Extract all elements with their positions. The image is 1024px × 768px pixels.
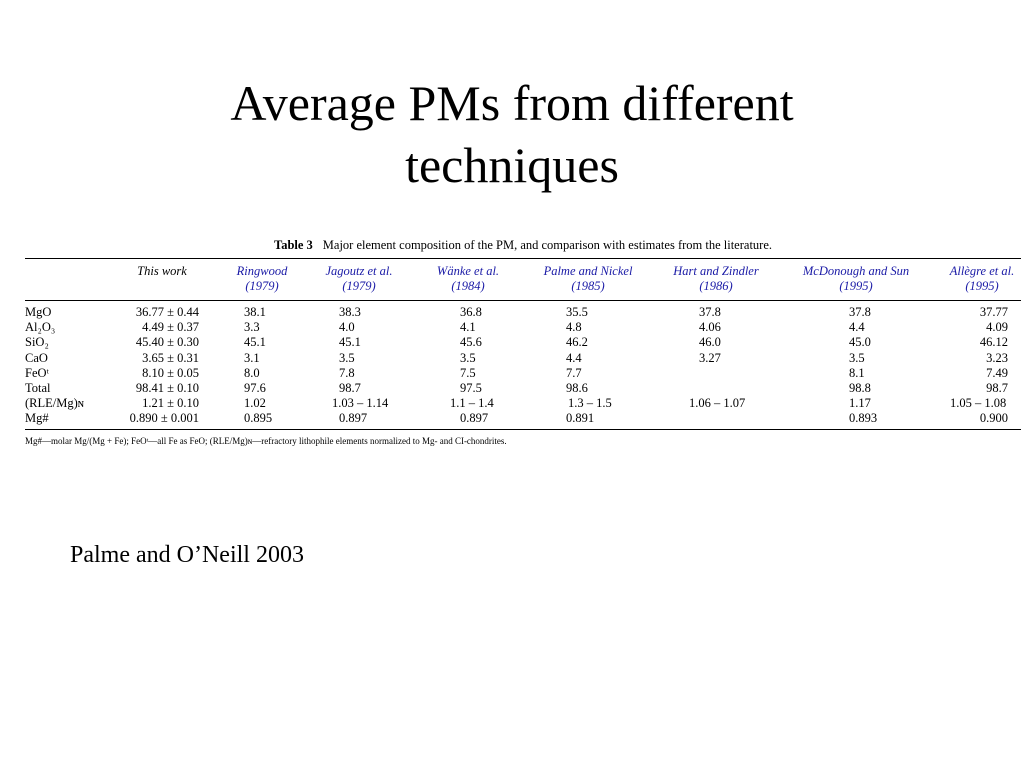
table-cell: 37.8 <box>849 305 871 319</box>
table-cell: 45.40 ± 0.30 <box>135 335 199 350</box>
table-cell: 4.0 <box>339 320 355 335</box>
table-cell: 45.1 <box>244 335 266 350</box>
table-cell: 38.3 <box>339 305 361 319</box>
table-cell: 3.1 <box>244 350 260 365</box>
table-cell: 38.1 <box>244 305 266 319</box>
table-cell: 0.900 <box>979 411 1008 426</box>
table-cell: 98.7 <box>986 380 1008 395</box>
table-cell: 3.27 <box>699 350 721 365</box>
column-header-year: (1995) <box>965 279 999 293</box>
column-header-year: (1985) <box>571 279 605 293</box>
table-cell: 45.1 <box>339 335 361 350</box>
row-label: SiO₂ <box>25 335 49 350</box>
table-row <box>25 351 1021 366</box>
table-cell: 4.4 <box>849 320 865 335</box>
table-cell: 3.5 <box>339 350 355 365</box>
table-cell: 98.8 <box>849 380 871 395</box>
column-header-label: Palme and Nickel <box>543 264 633 278</box>
table-cell: 46.2 <box>566 335 588 350</box>
table-row <box>25 366 1021 381</box>
table-cell: 4.09 <box>986 320 1008 335</box>
table-cell: 1.05 – 1.08 <box>950 396 1007 411</box>
row-label: FeOᵗ <box>25 365 49 380</box>
table-cell: 97.5 <box>460 380 482 395</box>
column-header-year: (1984) <box>451 279 485 293</box>
table-cell: 3.23 <box>986 350 1008 365</box>
source-citation: Palme and O’Neill 2003 <box>70 542 304 568</box>
table-row <box>25 335 1021 350</box>
table-cell: 0.895 <box>244 411 273 426</box>
table-cell: 3.65 ± 0.31 <box>142 350 199 365</box>
table-cell: 98.6 <box>566 380 588 395</box>
table-cell: 37.8 <box>699 305 721 319</box>
table-cell: 0.890 ± 0.001 <box>129 411 199 426</box>
table-cell: 1.03 – 1.14 <box>332 396 389 411</box>
column-header-year: (1979) <box>342 279 376 293</box>
column-header-label: Ringwood <box>236 264 288 278</box>
table-top-rule <box>25 258 1021 259</box>
column-header-year: (1979) <box>245 279 279 293</box>
column-header-year: (1995) <box>839 279 873 293</box>
table-cell: 7.7 <box>566 365 582 380</box>
table-cell: 4.06 <box>699 320 721 335</box>
slide-title-line-1: Average PMs from different <box>230 75 794 131</box>
table-cell: 45.6 <box>460 335 482 350</box>
table-cell: 7.49 <box>986 365 1008 380</box>
column-header <box>636 264 796 294</box>
table-cell: 37.77 <box>979 305 1008 319</box>
table-cell: 0.891 <box>566 411 595 426</box>
row-label: (RLE/Mg)ɴ <box>25 396 84 411</box>
table-cell: 7.8 <box>339 365 355 380</box>
table-footnote: Mg#—molar Mg/(Mg + Fe); FeOᵗ—all Fe as FeO; (RLE/Mg)ɴ—refractory lithophile elements normalized to Mg- and CI-chondrites. <box>25 435 507 446</box>
table-cell: 4.1 <box>460 320 476 335</box>
column-header-label: Jagoutz et al. <box>325 264 393 278</box>
slide-title <box>0 72 1024 196</box>
table-cell: 45.0 <box>849 335 871 350</box>
table-caption <box>25 237 1021 253</box>
row-label: Mg# <box>25 411 49 426</box>
table-cell: 4.49 ± 0.37 <box>142 320 199 335</box>
table-label: Table 3 <box>274 238 313 252</box>
column-header-label: McDonough and Sun <box>802 264 910 278</box>
table-cell: 36.8 <box>460 305 482 319</box>
table-row <box>25 396 1021 411</box>
column-header-label: This work <box>137 264 187 278</box>
table-figure <box>25 237 1021 447</box>
column-header-label: Wänke et al. <box>436 264 500 278</box>
table-cell: 8.0 <box>244 365 260 380</box>
table-cell: 8.1 <box>849 365 865 380</box>
table-cell: 1.21 ± 0.10 <box>142 396 199 411</box>
table-cell: 0.897 <box>339 411 368 426</box>
table-cell: 3.5 <box>849 350 865 365</box>
table-row <box>25 381 1021 396</box>
table-cell: 4.8 <box>566 320 582 335</box>
table-row <box>25 411 1021 426</box>
row-label: MgO <box>25 305 52 319</box>
column-header-year: (1986) <box>699 279 733 293</box>
table-header <box>25 264 1021 300</box>
table-cell: 7.5 <box>460 365 476 380</box>
column-header-label: Hart and Zindler <box>673 264 759 278</box>
column-header <box>902 264 1024 294</box>
table-bottom-rule <box>25 429 1021 430</box>
table-cell: 0.897 <box>460 411 489 426</box>
table-cell: 0.893 <box>849 411 878 426</box>
table-cell: 35.5 <box>566 305 588 319</box>
table-cell: 97.6 <box>244 380 266 395</box>
row-label: Total <box>25 380 51 395</box>
table-cell: 46.0 <box>699 335 721 350</box>
table-cell: 1.1 – 1.4 <box>450 396 494 411</box>
table-cell: 4.4 <box>566 350 582 365</box>
row-label: Al₂O₃ <box>25 320 56 335</box>
table-cell: 3.3 <box>244 320 260 335</box>
table-cell: 46.12 <box>979 335 1008 350</box>
table-row <box>25 320 1021 335</box>
table-cell: 36.77 ± 0.44 <box>135 305 199 319</box>
table-cell: 1.17 <box>849 396 871 411</box>
column-header-label: Allègre et al. <box>949 264 1015 278</box>
table-caption-text: Major element composition of the PM, and comparison with estimates from the literature. <box>322 238 772 252</box>
table-cell: 3.5 <box>460 350 476 365</box>
table-row <box>25 305 1021 320</box>
table-cell: 1.06 – 1.07 <box>689 396 746 411</box>
row-label: CaO <box>25 350 48 365</box>
table-cell: 98.7 <box>339 380 361 395</box>
table-cell: 1.3 – 1.5 <box>568 396 612 411</box>
table-cell: 8.10 ± 0.05 <box>142 365 199 380</box>
table-body <box>25 301 1021 429</box>
slide-title-line-2: techniques <box>405 137 619 193</box>
table-cell: 1.02 <box>244 396 266 411</box>
table-cell: 98.41 ± 0.10 <box>135 380 199 395</box>
